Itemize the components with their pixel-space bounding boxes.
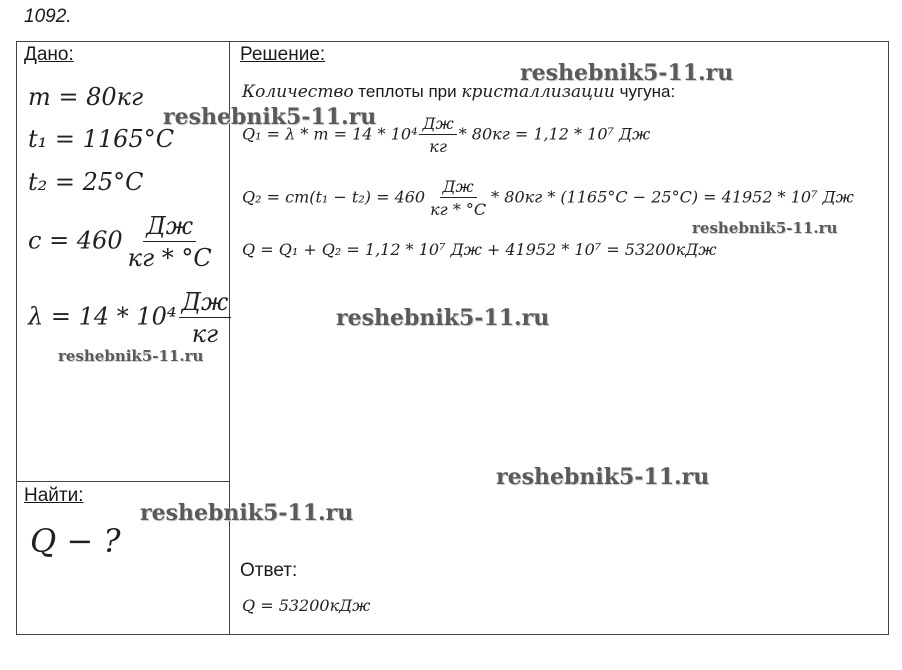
- q2-left: Q₂ = cm(t₁ − t₂) = 460: [242, 187, 426, 207]
- solution-header: Решение:: [240, 44, 326, 65]
- answer-header: Ответ:: [240, 560, 298, 581]
- q2-unit-den: кг * °C: [430, 200, 487, 219]
- q1-unit-num: Дж: [419, 114, 456, 135]
- given-mass: m = 80кг: [28, 83, 144, 111]
- find-header: Найти:: [24, 485, 84, 506]
- given-t1: t₁ = 1165°C: [28, 125, 175, 153]
- find-unknown: Q − ?: [30, 522, 121, 560]
- q1-right: * 80кг = 1,12 * 10⁷ Дж: [458, 124, 651, 144]
- answer-value: Q = 53200кДж: [242, 596, 371, 615]
- specific-heat-unit-num: Дж: [143, 212, 196, 242]
- given-lambda: [28, 288, 233, 348]
- given-t2: t₂ = 25°C: [28, 168, 144, 196]
- given-header: Дано:: [24, 44, 74, 65]
- intro-word-2: теплоты при: [353, 82, 462, 101]
- problem-number: 1092.: [24, 6, 72, 27]
- specific-heat-unit-den: кг * °C: [127, 244, 212, 272]
- q2-unit-num: Дж: [440, 177, 477, 198]
- watermark: reshebnik5-11.ru: [58, 347, 204, 365]
- q1-left: Q₁ = λ * m = 14 * 10⁴: [242, 124, 418, 144]
- q2-unit: [427, 177, 489, 219]
- intro-word-1: Количество: [242, 82, 354, 102]
- lambda-unit: [179, 288, 232, 348]
- lambda-unit-den: кг: [191, 320, 219, 348]
- q2-right: * 80кг * (1165°C − 25°C) = 41952 * 10⁷ Дж: [491, 187, 854, 207]
- equation-q2: [242, 177, 854, 219]
- watermark: reshebnik5-11.ru: [140, 500, 354, 526]
- specific-heat-unit: [125, 212, 215, 272]
- watermark: reshebnik5-11.ru: [520, 60, 734, 86]
- q1-unit-den: кг: [429, 137, 447, 156]
- intro-word-3: кристаллизации: [461, 82, 615, 102]
- watermark: reshebnik5-11.ru: [692, 219, 838, 237]
- equation-q-total: Q = Q₁ + Q₂ = 1,12 * 10⁷ Дж + 41952 * 10⁷ = 53200кДж: [242, 240, 717, 259]
- watermark: reshebnik5-11.ru: [163, 104, 377, 130]
- given-specific-heat: [28, 212, 217, 272]
- given-find-divider: [16, 481, 230, 482]
- q1-unit: [419, 114, 456, 156]
- lambda-unit-num: Дж: [179, 288, 232, 318]
- lambda-prefix: λ = 14 * 10⁴: [28, 302, 177, 331]
- specific-heat-prefix: c = 460: [28, 226, 123, 255]
- intro-word-4: чугуна:: [614, 82, 676, 101]
- watermark: reshebnik5-11.ru: [336, 305, 550, 331]
- watermark: reshebnik5-11.ru: [496, 464, 710, 490]
